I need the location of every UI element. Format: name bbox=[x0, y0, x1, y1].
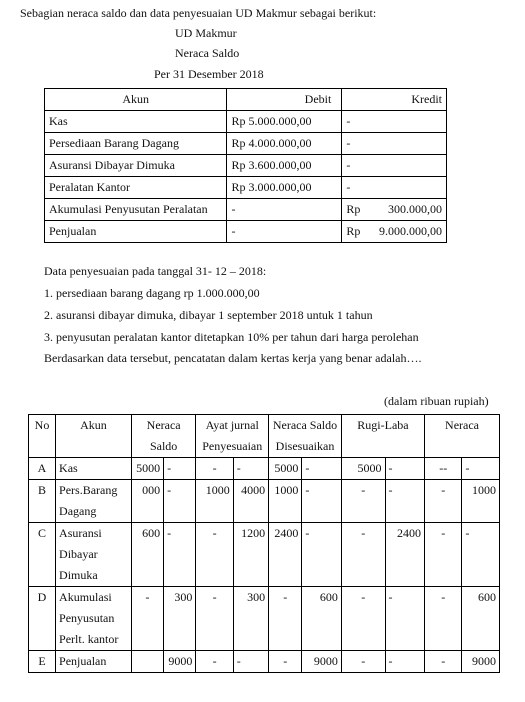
account-name-line: Dibayar bbox=[59, 547, 98, 561]
worksheet-cell: - bbox=[196, 523, 233, 587]
header-akun: Akun bbox=[56, 415, 132, 458]
account-name bbox=[56, 587, 132, 651]
header-ayat-jurnal bbox=[196, 415, 269, 458]
account-name-line: Penyusutan bbox=[59, 611, 115, 625]
worksheet-cell: - bbox=[196, 587, 233, 651]
worksheet-cell: -- bbox=[425, 458, 462, 480]
worksheet-cell: - bbox=[462, 523, 500, 587]
header-line: Saldo bbox=[149, 439, 178, 453]
worksheet-cell: 2400 bbox=[385, 523, 425, 587]
adjustment-title: Data penyesuaian pada tanggal 31- 12 – 2018: bbox=[44, 264, 267, 278]
worksheet-cell bbox=[131, 651, 163, 673]
worksheet-cell: - bbox=[341, 523, 385, 587]
worksheet-cell: - bbox=[302, 458, 342, 480]
worksheet-cell: - bbox=[385, 651, 425, 673]
worksheet-cell: - bbox=[164, 523, 196, 587]
account-name-line: Kas bbox=[59, 461, 78, 475]
worksheet-row bbox=[29, 480, 500, 523]
account-name: Asuransi Dibayar Dimuka bbox=[45, 155, 227, 177]
question-text: Berdasarkan data tersebut, pencatatan dalam kertas kerja yang benar adalah…. bbox=[44, 351, 422, 365]
adjustment-item-3: 3. penyusutan peralatan kantor ditetapkan 10% per tahun dari harga perolehan bbox=[44, 330, 419, 344]
row-number: B bbox=[29, 480, 56, 523]
table-row bbox=[45, 199, 447, 221]
credit-prefix: Rp bbox=[346, 202, 361, 216]
worksheet-cell: 300 bbox=[233, 587, 268, 651]
worksheet-cell: 9000 bbox=[164, 651, 196, 673]
worksheet-cell: - bbox=[385, 480, 425, 523]
worksheet-cell: - bbox=[269, 587, 302, 651]
adjustment-item-2: 2. asuransi dibayar dimuka, dibayar 1 september 2018 untuk 1 tahun bbox=[44, 308, 373, 322]
account-name: Peralatan Kantor bbox=[45, 177, 227, 199]
debit-value: - bbox=[227, 199, 342, 221]
row-number: D bbox=[29, 587, 56, 651]
header-akun: Akun bbox=[45, 89, 227, 111]
header-no: No bbox=[29, 415, 56, 458]
worksheet-header-row bbox=[29, 415, 500, 458]
worksheet-cell: 1000 bbox=[196, 480, 233, 523]
debit-value: Rp 5.000.000,00 bbox=[227, 111, 342, 133]
account-name: Akumulasi Penyusutan Peralatan bbox=[45, 199, 227, 221]
account-name bbox=[56, 523, 132, 587]
worksheet-cell: 4000 bbox=[233, 480, 268, 523]
worksheet-cell: 600 bbox=[462, 587, 500, 651]
debit-value: Rp 4.000.000,00 bbox=[227, 133, 342, 155]
worksheet-cell: - bbox=[302, 480, 342, 523]
worksheet-cell: 600 bbox=[131, 523, 163, 587]
report-period: Per 31 Desember 2018 bbox=[154, 67, 264, 81]
credit-value bbox=[342, 133, 447, 155]
worksheet-cell: - bbox=[196, 651, 233, 673]
credit-prefix: Rp bbox=[346, 224, 361, 238]
worksheet-cell: 2400 bbox=[269, 523, 302, 587]
row-number: E bbox=[29, 651, 56, 673]
credit-value bbox=[342, 111, 447, 133]
table-row bbox=[45, 221, 447, 243]
intro-text: Sebagian neraca saldo dan data penyesuaian UD Makmur sebagai berikut: bbox=[20, 6, 377, 20]
account-name-line: Akumulasi bbox=[59, 590, 112, 604]
worksheet-row bbox=[29, 458, 500, 480]
worksheet-cell: - bbox=[425, 587, 462, 651]
worksheet-row bbox=[29, 523, 500, 587]
credit-value bbox=[342, 177, 447, 199]
unit-note: (dalam ribuan rupiah) bbox=[384, 394, 489, 408]
worksheet-cell: - bbox=[233, 458, 268, 480]
worksheet-cell: - bbox=[269, 651, 302, 673]
header-line: Neraca Saldo bbox=[272, 418, 338, 432]
header-neraca-saldo bbox=[131, 415, 195, 458]
header-kredit: Kredit bbox=[342, 89, 447, 111]
account-name-line: Asuransi bbox=[59, 526, 102, 540]
credit-amount: 300.000,00 bbox=[388, 202, 442, 216]
credit-prefix: - bbox=[346, 114, 351, 128]
row-number: A bbox=[29, 458, 56, 480]
account-name-line: Penjualan bbox=[59, 654, 107, 668]
worksheet-cell: - bbox=[341, 480, 385, 523]
credit-prefix: - bbox=[346, 180, 351, 194]
company-name: UD Makmur bbox=[175, 26, 237, 40]
debit-value: Rp 3.600.000,00 bbox=[227, 155, 342, 177]
worksheet-cell: - bbox=[385, 587, 425, 651]
worksheet-row bbox=[29, 587, 500, 651]
account-name-line: Pers.Barang bbox=[59, 483, 118, 497]
debit-value: - bbox=[227, 221, 342, 243]
worksheet-cell: 5000 bbox=[269, 458, 302, 480]
neraca-saldo-table bbox=[44, 88, 447, 243]
worksheet-cell: 9000 bbox=[462, 651, 500, 673]
account-name: Kas bbox=[45, 111, 227, 133]
report-title: Neraca Saldo bbox=[175, 46, 240, 60]
worksheet-cell: 300 bbox=[164, 587, 196, 651]
credit-prefix: - bbox=[346, 136, 351, 150]
account-name-line: Perlt. kantor bbox=[59, 632, 119, 646]
header-line: Neraca bbox=[146, 418, 181, 432]
header-line: Disesuaikan bbox=[275, 439, 335, 453]
worksheet-cell: - bbox=[385, 458, 425, 480]
header-line: Ayat jurnal bbox=[205, 418, 259, 432]
header-neraca: Neraca bbox=[425, 415, 500, 458]
worksheet-cell: - bbox=[131, 587, 163, 651]
worksheet-cell: - bbox=[341, 587, 385, 651]
table-row bbox=[45, 155, 447, 177]
adjustment-item-1: 1. persediaan barang dagang rp 1.000.000,00 bbox=[44, 286, 260, 300]
credit-value bbox=[342, 221, 447, 243]
credit-prefix: - bbox=[346, 158, 351, 172]
worksheet-cell: - bbox=[164, 480, 196, 523]
account-name bbox=[56, 480, 132, 523]
table-row bbox=[45, 111, 447, 133]
credit-amount: 9.000.000,00 bbox=[379, 224, 442, 238]
account-name bbox=[56, 651, 132, 673]
worksheet-row bbox=[29, 651, 500, 673]
table-header-row bbox=[45, 89, 447, 111]
row-number: C bbox=[29, 523, 56, 587]
table-row bbox=[45, 133, 447, 155]
worksheet-cell: - bbox=[196, 458, 233, 480]
worksheet-cell: 600 bbox=[302, 587, 342, 651]
header-rugi-laba: Rugi-Laba bbox=[341, 415, 424, 458]
worksheet-cell: 000 bbox=[131, 480, 163, 523]
credit-value bbox=[342, 199, 447, 221]
worksheet-cell: - bbox=[462, 458, 500, 480]
account-name-line: Dimuka bbox=[59, 568, 98, 582]
header-ns-disesuaikan bbox=[269, 415, 342, 458]
debit-value: Rp 3.000.000,00 bbox=[227, 177, 342, 199]
worksheet-cell: - bbox=[425, 523, 462, 587]
worksheet-cell: 5000 bbox=[131, 458, 163, 480]
worksheet-cell: - bbox=[341, 651, 385, 673]
worksheet-cell: 1200 bbox=[233, 523, 268, 587]
worksheet-cell: - bbox=[425, 651, 462, 673]
worksheet-cell: - bbox=[425, 480, 462, 523]
worksheet-cell: - bbox=[302, 523, 342, 587]
table-row bbox=[45, 177, 447, 199]
worksheet-cell: 1000 bbox=[462, 480, 500, 523]
worksheet-cell: 5000 bbox=[341, 458, 385, 480]
worksheet-cell: 9000 bbox=[302, 651, 342, 673]
worksheet-cell: 1000 bbox=[269, 480, 302, 523]
header-debit: Debit bbox=[227, 89, 342, 111]
header-line: Penyesuaian bbox=[202, 439, 263, 453]
worksheet-cell: - bbox=[164, 458, 196, 480]
account-name: Persediaan Barang Dagang bbox=[45, 133, 227, 155]
account-name bbox=[56, 458, 132, 480]
worksheet-table bbox=[28, 414, 500, 673]
credit-value bbox=[342, 155, 447, 177]
account-name: Penjualan bbox=[45, 221, 227, 243]
account-name-line: Dagang bbox=[59, 504, 97, 518]
worksheet-cell: - bbox=[233, 651, 268, 673]
